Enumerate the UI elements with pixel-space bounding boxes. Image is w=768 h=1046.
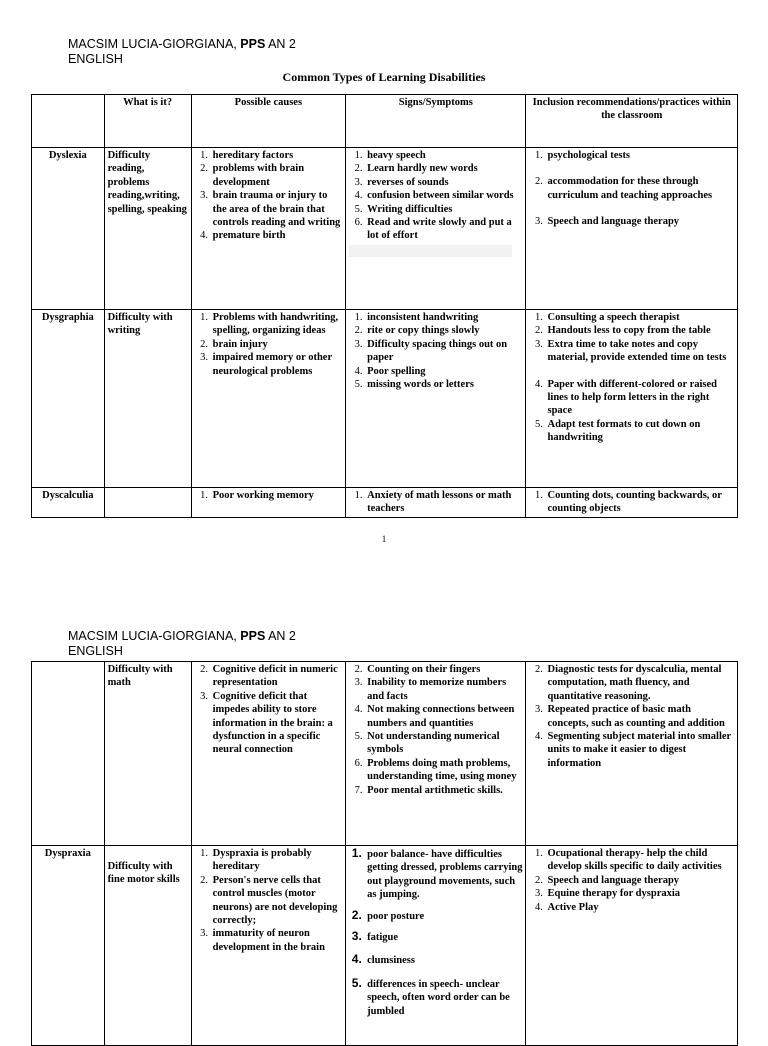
header-cell-inclusion: Inclusion recommendations/practices within the classroom — [526, 95, 738, 148]
list-item: 1. heavy speech — [365, 149, 522, 162]
what-cell: Difficulty with math — [104, 662, 191, 846]
list-item: 7. Poor mental artithmetic skills. — [365, 784, 522, 797]
list-item: 1. Problems with handwriting, spelling, organizing ideas — [211, 311, 342, 338]
page2-header — [68, 629, 296, 659]
list-item: 2. Counting on their fingers — [365, 663, 522, 676]
list-item: 4. Segmenting subject material into smaller units to make it easier to digest information — [545, 730, 734, 770]
inclusion-cell — [526, 662, 738, 846]
header-cell-what: What is it? — [104, 95, 191, 148]
causes-cell — [191, 310, 345, 488]
program-label: PPS — [240, 37, 266, 51]
list-item: 1. inconsistent handwriting — [365, 311, 522, 324]
inclusion-cell — [526, 310, 738, 488]
year-label: AN 2 — [268, 629, 296, 643]
list-item: 2. poor posture — [365, 909, 522, 923]
list-item: 3. Difficulty spacing things out on paper — [365, 338, 522, 365]
what-cell: Difficulty reading, problems reading,writing, spelling, speaking — [104, 148, 191, 310]
inclusion-cell — [526, 148, 738, 310]
causes-list — [195, 489, 342, 502]
list-item: 2. Diagnostic tests for dyscalculia, mental computation, math fluency, and quantitative reasoning. — [545, 663, 734, 703]
table-row-dyscalculia-continued — [32, 662, 738, 846]
document-title: Common Types of Learning Disabilities — [282, 70, 486, 84]
signs-list — [349, 663, 522, 797]
list-item: 2. Handouts less to copy from the table — [545, 324, 734, 337]
signs-cell — [346, 488, 526, 518]
list-item: 2. Learn hardly new words — [365, 162, 522, 175]
row-label: Dyscalculia — [32, 488, 105, 518]
causes-cell — [191, 846, 345, 1046]
list-item: 4. Active Play — [545, 901, 734, 914]
list-item: 1. Anxiety of math lessons or math teachers — [365, 489, 522, 516]
what-cell: Difficulty with writing — [104, 310, 191, 488]
list-item: 3. Extra time to take notes and copy material, provide extended time on tests — [545, 338, 734, 365]
list-item: 1. psychological tests — [545, 149, 734, 162]
list-item: 3. Equine therapy for dyspraxia — [545, 887, 734, 900]
signs-cell — [346, 148, 526, 310]
author-name: MACSIM LUCIA-GIORGIANA, — [68, 37, 237, 51]
page1-header-line1 — [68, 37, 296, 52]
signs-cell — [346, 310, 526, 488]
causes-list — [195, 149, 342, 243]
row-label: Dysgraphia — [32, 310, 105, 488]
list-item: 1. Poor working memory — [211, 489, 342, 502]
subject-label: ENGLISH — [68, 52, 123, 66]
list-item: 1. Counting dots, counting backwards, or counting objects — [545, 489, 734, 516]
inclusion-list — [529, 489, 734, 516]
page2-header-line1 — [68, 629, 296, 644]
list-item: 1. poor balance- have difficulties getting dressed, problems carrying out playground movements, such as jumping. — [365, 847, 522, 902]
signs-cell — [346, 662, 526, 846]
table-row-dysgraphia — [32, 310, 738, 488]
list-item: 4. Paper with different-colored or raised lines to help form letters in the right space — [545, 378, 734, 418]
list-item: 3. fatigue — [365, 930, 522, 944]
row-label: Dyslexia — [32, 148, 105, 310]
inclusion-cell — [526, 846, 738, 1046]
inclusion-list — [529, 311, 734, 445]
list-item: 2. rite or copy things slowly — [365, 324, 522, 337]
row-label — [32, 662, 105, 846]
list-item: 2. brain injury — [211, 338, 342, 351]
list-item: 4. Poor spelling — [365, 365, 522, 378]
list-item: 2. problems with brain development — [211, 162, 342, 189]
row-label: Dyspraxia — [32, 846, 105, 1046]
header-cell-causes: Possible causes — [191, 95, 345, 148]
what-text: Difficulty with fine motor skills — [107, 861, 180, 886]
inclusion-list — [529, 149, 734, 229]
header-cell-signs: Signs/Symptoms — [346, 95, 526, 148]
causes-cell — [191, 488, 345, 518]
list-item: 6. Read and write slowly and put a lot of effort — [365, 216, 522, 243]
list-item: 5. Not understanding numerical symbols — [365, 730, 522, 757]
list-item: 3. immaturity of neuron development in the brain — [211, 927, 342, 954]
inclusion-list — [529, 663, 734, 770]
what-cell — [104, 846, 191, 1046]
list-item: 5. Writing difficulties — [365, 203, 522, 216]
list-item: 4. clumsiness — [365, 953, 522, 967]
list-item: 6. Problems doing math problems, understanding time, using money — [365, 757, 522, 784]
inclusion-cell — [526, 488, 738, 518]
table-header-row — [32, 95, 738, 148]
learning-disabilities-table-continued — [31, 661, 738, 1046]
page1-header — [68, 37, 296, 67]
learning-disabilities-table — [31, 94, 738, 518]
causes-list — [195, 663, 342, 757]
signs-cell — [346, 846, 526, 1046]
program-label: PPS — [240, 629, 266, 643]
list-item: 3. Inability to memorize numbers and facts — [365, 676, 522, 703]
signs-list — [349, 847, 522, 1018]
list-item: 4. premature birth — [211, 229, 342, 242]
author-name: MACSIM LUCIA-GIORGIANA, — [68, 629, 237, 643]
signs-list — [349, 311, 522, 391]
causes-cell — [191, 148, 345, 310]
subject-label: ENGLISH — [68, 644, 123, 658]
causes-list — [195, 311, 342, 378]
list-item: 5. missing words or letters — [365, 378, 522, 391]
list-item: 1. Dyspraxia is probably hereditary — [211, 847, 342, 874]
table-row-dyspraxia — [32, 846, 738, 1046]
list-item: 1. hereditary factors — [211, 149, 342, 162]
signs-list — [349, 489, 522, 516]
list-item: 5. differences in speech- unclear speech, often word order can be jumbled — [365, 977, 522, 1018]
highlight-shade — [349, 245, 512, 257]
list-item: 4. Not making connections between numbers and quantities — [365, 703, 522, 730]
list-item: 3. brain trauma or injury to the area of the brain that controls reading and writing — [211, 189, 342, 229]
inclusion-list — [529, 847, 734, 914]
list-item: 2. Speech and language therapy — [545, 874, 734, 887]
header-cell-empty — [32, 95, 105, 148]
list-item: 4. confusion between similar words — [365, 189, 522, 202]
list-item: 2. Person's nerve cells that control muscles (motor neurons) are not developing correctly; — [211, 874, 342, 928]
page-number: 1 — [381, 534, 387, 544]
table-row-dyslexia — [32, 148, 738, 310]
list-item: 3. reverses of sounds — [365, 176, 522, 189]
signs-list — [349, 149, 522, 243]
list-item: 3. Cognitive deficit that impedes ability to store information in the brain: a dysfunction in a specific neural connection — [211, 690, 342, 757]
list-item: 3. Repeated practice of basic math concepts, such as counting and addition — [545, 703, 734, 730]
list-item: 5. Adapt test formats to cut down on handwriting — [545, 418, 734, 445]
what-cell — [104, 488, 191, 518]
list-item: 3. Speech and language therapy — [545, 215, 734, 228]
causes-cell — [191, 662, 345, 846]
list-item: 1. Consulting a speech therapist — [545, 311, 734, 324]
list-item: 1. Ocupational therapy- help the child develop skills specific to daily activities — [545, 847, 734, 874]
list-item: 2. Cognitive deficit in numeric representation — [211, 663, 342, 690]
table-row-dyscalculia — [32, 488, 738, 518]
causes-list — [195, 847, 342, 954]
year-label: AN 2 — [268, 37, 296, 51]
list-item: 2. accommodation for these through curriculum and teaching approaches — [545, 175, 734, 202]
list-item: 3. impaired memory or other neurological problems — [211, 351, 342, 378]
